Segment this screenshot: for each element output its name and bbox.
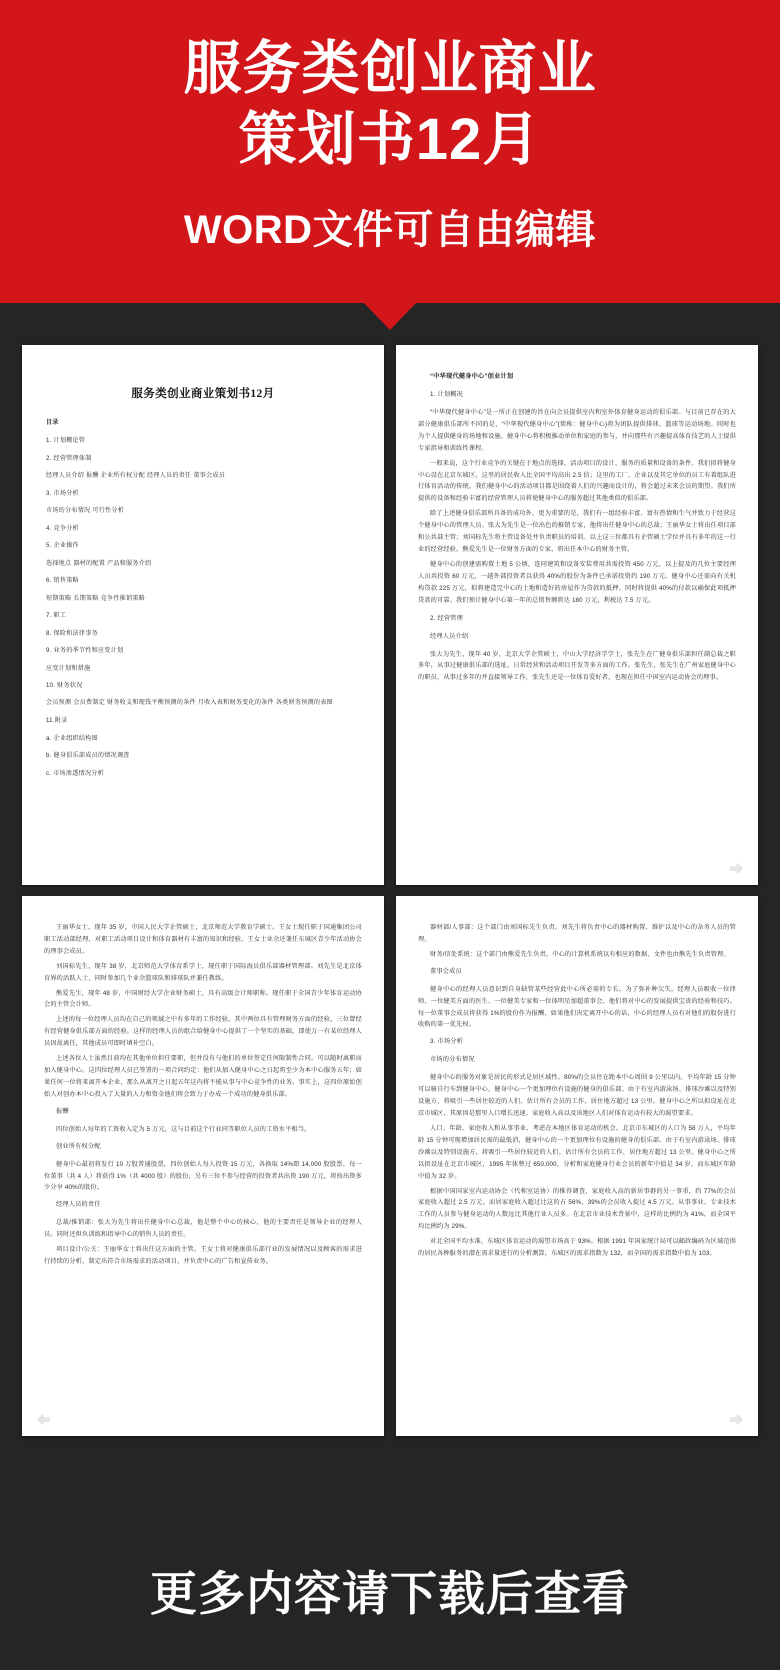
document-page-4[interactable] [396,896,758,1436]
toc-item: 8. 保险和法律事务 [46,629,98,637]
body-paragraph: 根据中国国家室内运动协会（代称室运协）的推得调查，家庭收入高的新居事群的另一事重，约 77%的会员家庭收入超过 2.5 万元。而居家庭收入超过比这的占 56%，39%的会员收入提过 4.5 万元。从事事业、专业技术工作的人员参与健身运动的人数远比其他行业人员多。在北京市业技术背景中，这样的比例约为 41%，而全国平均比例约为 29%。 [418,1187,736,1231]
toc-item: 7. 职工 [46,612,67,619]
body-paragraph: 健身中心的服务对象是居民的形式是居区域性。80%的会员住在距本中心周围 9 公里以内。平均年龄 15 分钟可以骑自行车到健身中心，健身中心一个更加理位有设施的健身的俱乐部。由于有室内游泳场、排球沙滩以及特别设施方，将吸引一些居住较近的人们。估计所有会员的工作、居住地方超过 13 公里。健身中心之所以拟设址在北京市城区，其原因是那里人口增长迅速。家庭收入高以及该地区人们对体育运动有较大的渴望要求。 [418,1074,736,1118]
toc-item: 2. 经营管理体制 [46,454,92,462]
body-paragraph: 上述的每一位经理人员均在自己的领域之中有多年的工作经验。其中两位具有管理财务方面的经验，三位曾经有经营健身俱乐部方面的经验。这样的经理人员的组合给健身中心提供了一个坚实的基础，即使万一有某位经理人员因故离任，其他成员可即时填补空白。 [44,1016,362,1048]
toc-item: 市场的分布情况 可行性分析 [46,507,125,514]
body-paragraph: 一般来说，这个行业竞争的关键在于地点的选择、活动项目的设计、服务的质量和设备的条件。我们拟将健身中心设在北京东城区，这里的居民收入比全国平均高出 2.5 倍；这里的工厂、企业以及其它单位的员工有着组队进行体育活动的传统。我们健身中心的活动项目都是围绕着人们的兴趣而设计的，将会超过未来会员的期望。我们所提供的设备和经验丰富的经营管理人员将使健身中心的服务超过其他类似的俱乐部。 [418,459,736,503]
toc-item: b. 健身俱乐部成员的情况调查 [46,752,130,760]
toc-item: 短期策略 长期策略 竞争性推销策略 [46,594,146,602]
page-4-content [418,922,736,1416]
next-page-arrow-icon[interactable] [729,1413,744,1426]
body-paragraph: 四位创始人每年的工资收入定为 5 万元，这与目前这个行业同等职位人员的工资水平相当。 [56,1125,311,1133]
banner-arrow-icon [363,302,417,330]
document-page-1[interactable] [22,345,384,885]
prev-page-arrow-icon[interactable] [36,1413,51,1426]
toc-item: a. 企业组织结构图 [46,734,98,742]
toc-item: 5. 企业操作 [46,542,79,549]
body-paragraph: 王丽华女士，现年 35 岁，中国人民大学企管硕士，北京师范大学教育学硕士。王女士现任职于国通集团公司职工活动部经理，对职工活动项目设计和体育器材有丰富的知识和经验。王女士业余还兼任东城区青少年活动协会的理事会成员。 [44,924,362,955]
toc-item: 9. 业务的季节性和应变计划 [46,647,124,654]
body-paragraph: 项目设计/公关：王丽华女士将出任这方面的主管。王女士将对健康俱乐部行业的发展情况以及顾客的需求进行持续的分析，制定出符合市场需求的活动项目，并负责中心的广告和宣传业务。 [44,1246,362,1266]
toc-item: 6. 销售策略 [46,577,79,584]
body-paragraph: 对北全国平均水准，东城区体育运动的渴望市场高于 93%。根据 1991 年国家统计局可以邮政编码为区域范围的居民各种服务的潜在需求量进行的分析测算，东城区的需求指数为 132，而全国的需求指数中值为 103。 [418,1238,736,1258]
toc-item: 1. 计划概论管 [46,437,86,444]
page-1-content [44,371,362,865]
banner-subtitle: WORD文件可自由编辑 [183,207,597,252]
next-page-arrow-icon[interactable] [729,862,744,875]
toc-item: c. 市场渗透情况分析 [46,769,104,777]
toc-item: 应变计划和措施 [46,664,91,672]
banner-title-line1: 服务类创业商业 [183,36,597,101]
page-3-sub-2: 创业所有权分配 [56,1142,101,1150]
document-preview-grid [22,345,758,1436]
body-paragraph: 健身中心最初将发行 10 万股普通股票，四位创始人每人投资 15 万元，各换取 14%即 14,000 股股票。每一位董事（共 4 人）将获得 1%（共 4000 股）的股份，另有三位不参与经营的投资者共出资 190 万元，将按出资多少分享 40%的股份。 [44,1160,362,1192]
toc-item: 会员预测 会员费制定 财务收支和现钱平衡预测的条件 月收入表和财务变化的条件 各类财务预测的表图 [46,698,333,706]
body-paragraph: 熊爱先生，现年 48 岁，中国财经大学企业财务硕士，具有高级会计师职称。现任职于全国青少年体育运动协会的主管会计师。 [44,989,362,1009]
page-4-sub-1: 董事会成员 [430,967,462,975]
toc-item: 10. 财务状况 [46,682,83,689]
body-paragraph: 财务/信处系统：这个部门由熊爱先生负责。中心的计算机系统以有相应的数据、文件也由熊先生负责管理。 [430,950,730,958]
page-4-section-3-sub: 市场的分布情况 [430,1056,475,1064]
page-3-content [44,922,362,1416]
page-4-section-3: 3. 市场分析 [430,1038,464,1046]
body-paragraph: 健身中心的创建需购置土地 5 公顷，连同建筑和设备安装费用共需投资 450 万元，以上提及的几位主要经理人员共投资 60 万元，一越外部投资者以获得 40%的股份为条件已承诺投资约 190 万元。健身中心还需向有关机构贷款 225 万元，拟将建造完中心的土地和造好的房屋作为贷款的抵押。同时将提供 40%的付款以确保此项抵押贷款的可靠。我们预计健身中心第一年的总销售额将达 180 万元，利税达 7.5 万元。 [418,560,736,604]
banner-title-line2: 策划书12月 [238,106,542,172]
toc-item: 3. 市场分析 [46,489,79,497]
page-2-section-2: 2. 经营管理 [430,614,464,622]
page-3-sub-1: 报酬 [56,1107,69,1115]
body-paragraph: 上述各位人士虽然目前均在其他单位担任要职，但并没有与他们的单位签定任何限制性合同。可以随时离职而加入健身中心。这四位经理人员已签署的一项合同约定：他们从加入健身中心之日起将至少为本中心服务五年；如果任何一位将来离开本企业，那么从离开之日起五年这内将不能从事与中心竞争性的业务。事实上，这四位原始创始人对创办本中心投入了大量的人力和资金他们将会致力于办成一个成功的健身俱乐部。 [44,1055,362,1098]
body-paragraph: 人口、年龄、家庭收入和从事事业、考虑在本地区体育运动的机会。北京市东城区的人口为 58 万人，平均年龄 15 分钟可现增加居民需的最低消，健身中心的一个更加理位有设施的健身的俱乐部。由于有室内游泳场、排球沙滩以及特别设施方，将吸引一些居住较近的人们。估计所有会员的工作、居住地方超过 13 公里。健身中心之所以拟设址在北京市城区，1995 年体整过 650,000，分析和家庭健身行业会员的新年中值是 34 岁。而东城区年龄中值为 32 岁。 [418,1124,736,1180]
page-2-content [418,371,736,865]
page-3-sub-3: 经理人员的责任 [56,1201,101,1209]
toc-item: 11.附录 [46,717,68,725]
toc-item: 4. 竞争分析 [46,524,79,532]
page-2-section-2-sub: 经理人员介绍 [430,632,469,640]
footer-text: 更多内容请下载后查看 [150,1566,630,1620]
body-paragraph: 总裁/推销部：张大为先生将出任健身中心总裁，他是整个中心的核心，他的主要责任是领导企业的经理人员。同时还担负训练和指导中心的销售人员的责任。 [44,1219,362,1239]
body-paragraph: 刘国标先生，现年 38 岁，北京师范大学体育系学士，现任职于国际海员俱乐部器材管理部。刘先生是北京体育界的活跃人士，同时参加几个业余篮球队和排球队并兼任教练。 [44,962,362,982]
body-paragraph: 张大为先生，现年 40 岁，北京大学企管硕士，中山大学经济学学士，张先生在广健身俱乐部担任副总裁之职多年，从事过健康俱乐部的选址、日常经营和活动项目开发等多方面的工作。张先生，张先生在广州家庭健身中心的职员，从事过多年的并直接领导工作，张先生还是一位体育爱好者，也现在担任中国室内运动协会的理事。 [418,650,736,682]
body-paragraph: 除了上述健身俱乐部所具备的成功外，更为重要的是，我们有一组经验丰富、富有热情和生气并致力于经营这个健身中心的管理人员。张大为先生是一位出色的推销专家，他将出任健身中心的总裁；王丽华女士将出任项目部和公共部主管；刘国标先生将主管设备处并负责职员的培训。以上这三位都具有企管硕士学位并具有多年的这一行业的经营经验。熊爱先生是一位财务方面的专家，将出任本中心的财务主管。 [418,510,736,553]
toc-item: 选择地点 器材的配置 产品和服务介绍 [46,559,152,567]
toc-heading: 目录 [46,419,59,426]
page-2-section-1: 1. 计划概况 [430,391,464,398]
footer-banner [0,1510,780,1670]
header-banner [0,0,780,303]
page-title: 服务类创业商业策划书12月 [131,388,275,400]
document-page-2[interactable] [396,345,758,885]
toc-item: 经理人员介绍 报酬 企业所有权分配 经理人员的责任 董事会成员 [46,472,226,479]
body-paragraph: “中华现代健身中心”是一所正在创建的旨在向会员提供室内和室外体育健身运动的俱乐部。与目前已存在的大部分健康俱乐部所不同的是，“中华现代健身中心”(简称：健身中心)将为团队提供排球、篮球等运动场地。同时也为个人提供健身的场地和设施。健身中心将积极推动单位和家庭的参与，并向那些有兴趣提高体育技艺的人士提供专家指导和训练性课程。 [418,409,736,452]
body-paragraph: 健身中心的经理人员意识到自身缺管某些经营此中心所必需的专长。为了弥补种欠失，经理人员吸收一位律师、一位健美方面的医生、一位健美专家和一位体明星加超董事会。他们将对中心的发展提供宝贵的经验和技巧。每一位董事会成员将获得 1%的股份作为报酬，如果他们决定离开中心的话，中心的经理人员有对他们的股份进行收购的第一优先权。 [418,985,736,1029]
page-2-heading: “中华现代健身中心”创业计划 [430,373,514,380]
document-page-3[interactable] [22,896,384,1436]
body-paragraph: 器材部/人事部：这个部门由刘国标先生负责。刘先生将负责中心的器材购置、维护以及中心的杂务人员的管理。 [418,924,736,943]
banner-subtitle-wrap [184,198,596,255]
